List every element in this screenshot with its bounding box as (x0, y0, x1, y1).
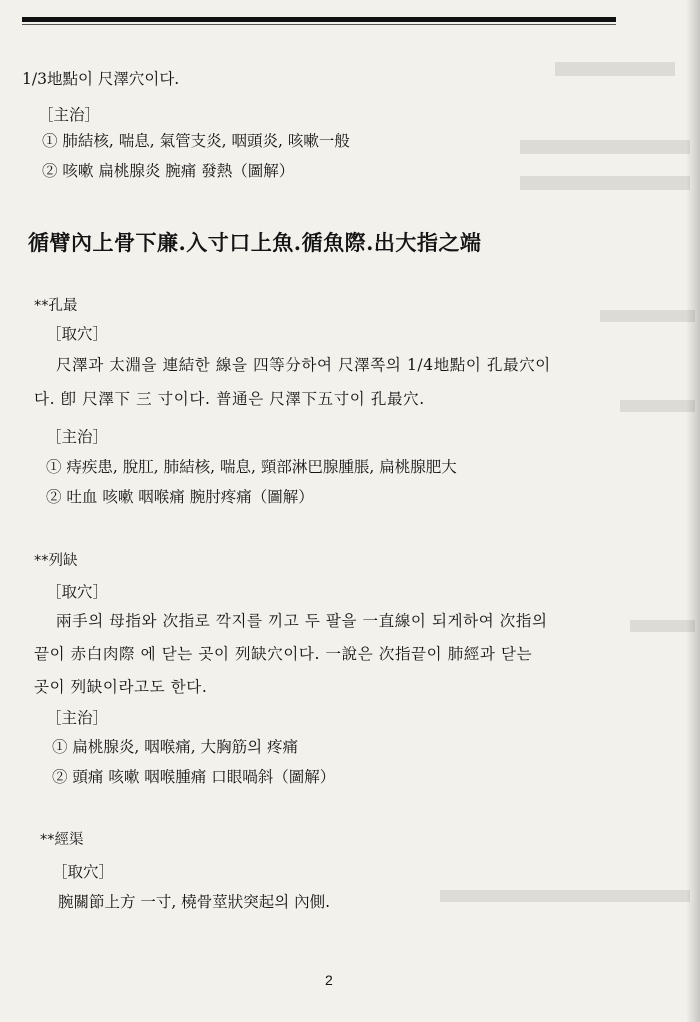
list-item: ① 肺結核, 喘息, 氣管支炎, 咽頭炎, 咳嗽一般 (42, 132, 350, 150)
section-label: ［主治］ (46, 709, 109, 727)
meridian-heading: 循臂內上骨下廉.入寸口上魚.循魚際.出大指之端 (28, 230, 482, 255)
section-label: ［取穴］ (46, 583, 109, 601)
point-title: **列缺 (34, 553, 78, 569)
text-line: 腕關節上方 一寸, 橈骨莖狀突起의 內側. (58, 893, 331, 911)
bleed-through-mark (620, 400, 695, 412)
page-number: 2 (325, 972, 333, 988)
header-rule (22, 17, 616, 22)
list-item: ② 吐血 咳嗽 咽喉痛 腕肘疼痛（圖解） (46, 488, 314, 506)
section-label: ［主治］ (46, 428, 109, 446)
bleed-through-mark (440, 890, 690, 902)
bleed-through-mark (555, 62, 675, 76)
list-item: ② 頭痛 咳嗽 咽喉腫痛 口眼喎斜（圖解） (52, 768, 336, 786)
point-title: **經渠 (40, 832, 84, 848)
list-item: ① 扁桃腺炎, 咽喉痛, 大胸筋의 疼痛 (52, 738, 299, 756)
text-line: 尺澤과 太淵을 連結한 線을 四等分하여 尺澤쪽의 1/4地點이 孔最穴이 (56, 356, 551, 374)
list-item: ② 咳嗽 扁桃腺炎 腕痛 發熱（圖解） (42, 162, 295, 180)
text-line: 곳이 列缺이라고도 한다. (34, 678, 208, 696)
text-line: 끝이 赤白肉際 에 닫는 곳이 列缺穴이다. 一說은 次指끝이 肺經과 닫는 (34, 645, 533, 663)
bleed-through-mark (600, 310, 695, 322)
point-title: **孔最 (34, 298, 78, 314)
header-rule-thin (22, 24, 616, 25)
section-label: ［主治］ (38, 106, 101, 124)
bleed-through-mark (520, 176, 690, 190)
text-line: 다. 卽 尺澤下 三 寸이다. 普通은 尺澤下五寸이 孔最穴. (34, 390, 425, 408)
list-item: ① 痔疾患, 脫肛, 肺結核, 喘息, 頸部淋巴腺腫脹, 扁桃腺肥大 (46, 458, 457, 476)
text-line: 1/3地點이 尺澤穴이다. (22, 70, 180, 88)
section-label: ［取穴］ (52, 863, 115, 881)
page-edge-shadow (686, 0, 700, 1022)
section-label: ［取穴］ (46, 325, 109, 343)
text-line: 兩手의 母指와 次指로 깍지를 끼고 두 팔을 一直線이 되게하여 次指의 (56, 612, 548, 630)
bleed-through-mark (520, 140, 690, 154)
